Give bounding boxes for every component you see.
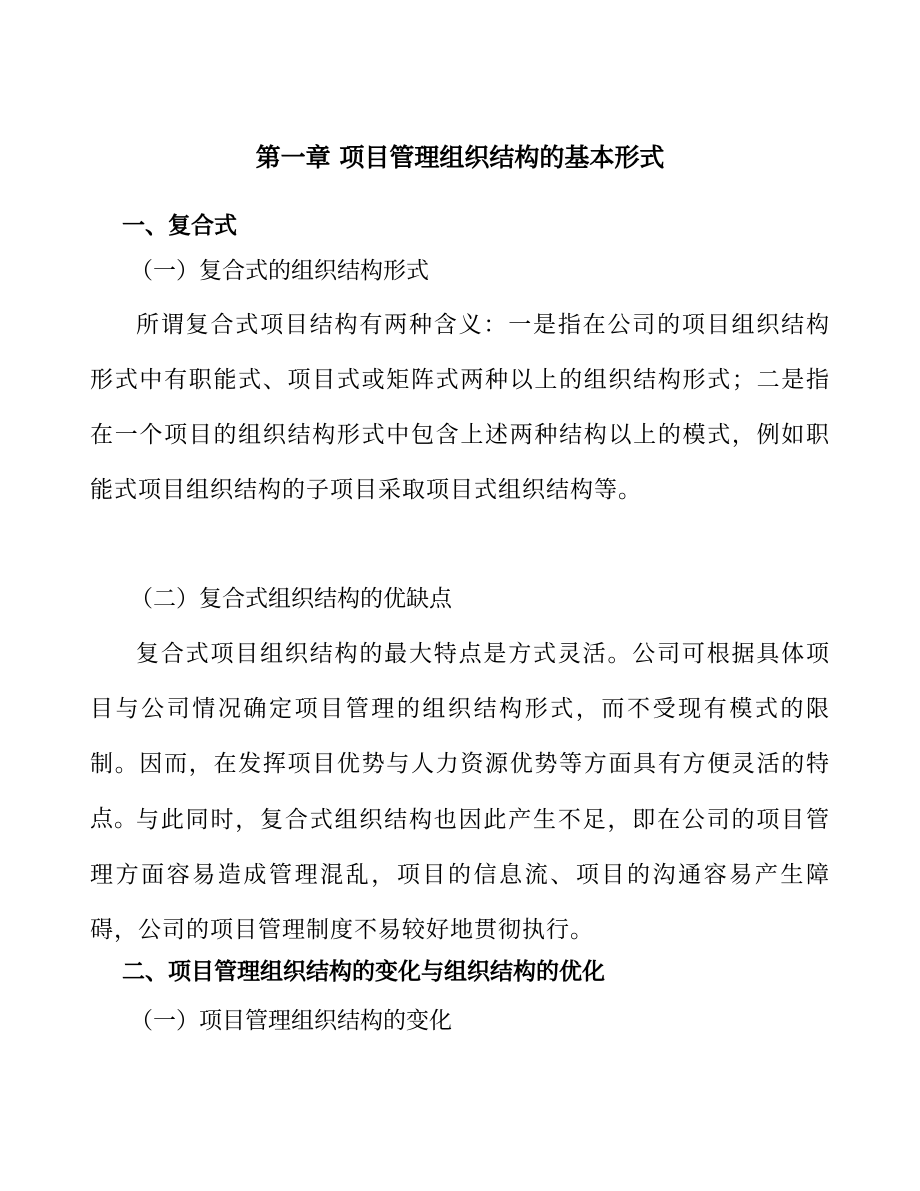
subsection-heading-composite-structure: （一）复合式的组织结构形式 bbox=[130, 258, 429, 284]
chapter-title: 第一章 项目管理组织结构的基本形式 bbox=[255, 143, 665, 172]
paragraph-composite-definition: 所谓复合式项目结构有两种含义：一是指在公司的项目组织结构形式中有职能式、项目式或矩阵式两种以上的组织结构形式；二是指在一个项目的组织结构形式中包含上述两种结构以上的模式，例如职能式项目组织结构的子项目采取项目式组织结构等。 bbox=[90, 312, 830, 503]
section-heading-change-optimization: 二、项目管理组织结构的变化与组织结构的优化 bbox=[122, 959, 605, 985]
subsection-heading-change: （一）项目管理组织结构的变化 bbox=[130, 1008, 452, 1034]
paragraph-advantages: 复合式项目组织结构的最大特点是方式灵活。公司可根据具体项目与公司情况确定项目管理的组织结构形式，而不受现有模式的限制。因而，在发挥项目优势与人力资源优势等方面具有方便灵活的特点。 bbox=[90, 641, 830, 832]
paragraph-disadvantages: 与此同时，复合式组织结构也因此产生不足，即在公司的项目管理方面容易造成管理混乱，项目的信息流、项目的沟通容易产生障碍，公司的项目管理制度不易较好地贯彻执行。 bbox=[90, 807, 830, 943]
section-heading-composite: 一、复合式 bbox=[122, 213, 237, 239]
subsection-heading-pros-cons: （二）复合式组织结构的优缺点 bbox=[130, 586, 452, 612]
